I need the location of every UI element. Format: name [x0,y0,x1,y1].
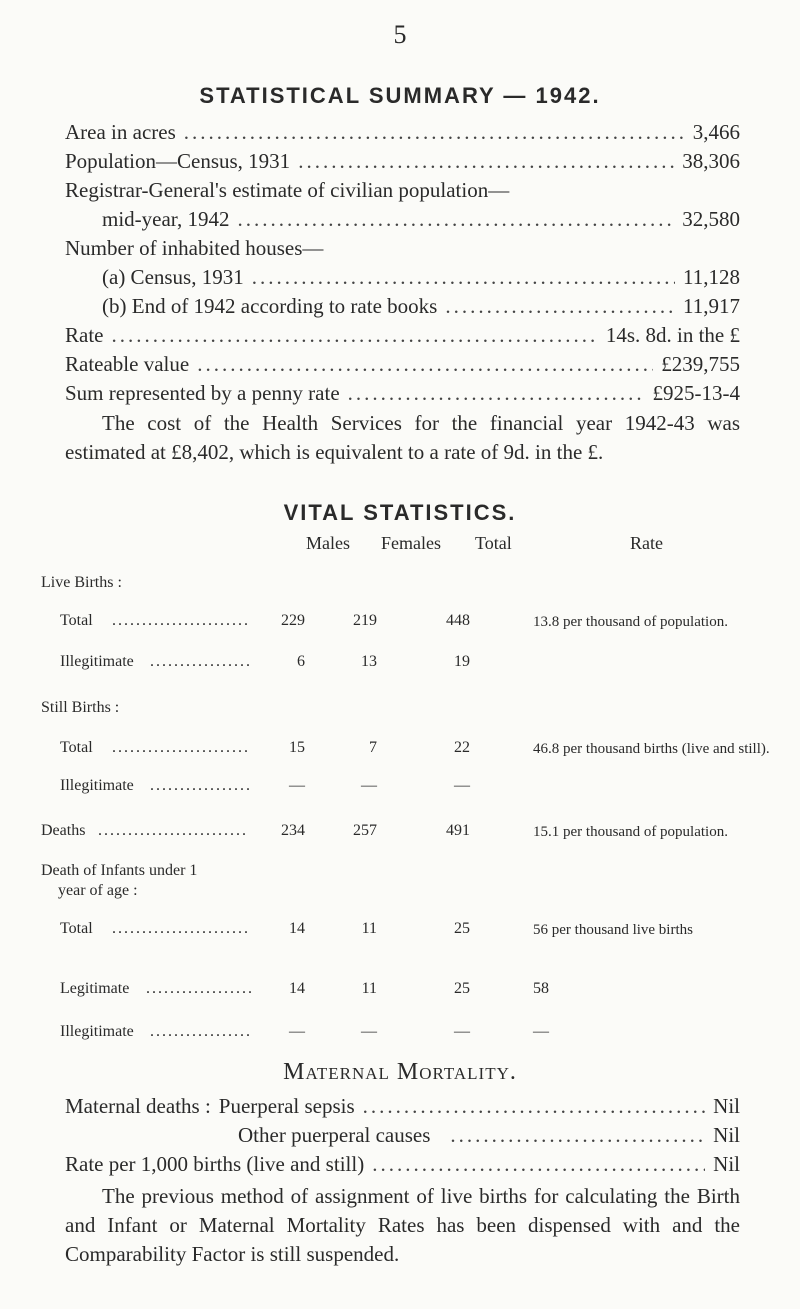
area-value: 3,466 [692,120,740,144]
maternal-deaths-label: Maternal deaths : [65,1094,211,1118]
females-value: 13 [361,653,377,670]
deaths-rate: 15.1 per thousand of population. [533,824,728,840]
registrar-line1: Registrar-General's estimate of civilian population— [65,178,510,202]
row-label: Illegitimate [60,1023,134,1040]
total-value: 491 [446,822,470,839]
assignment-note-paragraph: The previous method of assignment of live births for calculating the Birth and Infant or Maternal Mortality Rates has been dispensed with and the Comparability Factor is still suspended. [65,1184,740,1266]
col-header-males: Males [306,533,350,553]
males-value: 229 [281,612,305,629]
summary-area [65,120,740,145]
females-value: 257 [353,822,377,839]
leader-dots [363,1094,705,1119]
row-label: Deaths [41,822,86,839]
registrar-value: 32,580 [682,207,740,231]
leader-dots [348,381,645,406]
population-label: Population—Census, 1931 [65,149,291,173]
table-row [0,777,800,799]
area-label: Area in acres [65,120,176,144]
still-births-heading: Still Births : [41,699,120,716]
other-causes-value: Nil [713,1123,740,1147]
live-births-rate: 13.8 per thousand of population. [533,614,728,630]
leader-dots: ......................... [98,822,248,839]
males-value: 14 [289,980,305,997]
maternal-title: Maternal Mortality. [283,1059,517,1085]
females-value: — [361,777,377,794]
leader-dots [450,1123,705,1148]
summary-population [65,149,740,174]
penny-rate-value: £925-13-4 [652,381,740,405]
total-value: 25 [454,920,470,937]
summary-houses-a [102,265,740,290]
maternal-rate-label: Rate per 1,000 births (live and still) [65,1152,365,1176]
rate-value: 14s. 8d. in the £ [605,323,740,347]
maternal-sepsis [65,1094,740,1119]
col-header-females: Females [381,533,441,553]
total-value: — [454,1023,470,1040]
leader-dots [372,1152,705,1177]
leader-dots: ....................... [112,612,250,629]
table-row [0,980,800,1002]
males-value: 6 [297,653,305,670]
live-births-heading: Live Births : [41,574,122,591]
leader-dots [197,352,653,377]
females-value: — [361,1023,377,1040]
sepsis-label: Puerperal sepsis [218,1094,355,1118]
males-value: 14 [289,920,305,937]
leader-dots [111,323,597,348]
other-causes-label: Other puerperal causes [238,1123,431,1147]
males-value: — [289,1023,305,1040]
males-value: — [289,777,305,794]
houses-a-value: 11,128 [683,265,740,289]
leader-dots [445,294,675,319]
penny-rate-label: Sum represented by a penny rate [65,381,340,405]
females-value: 7 [369,739,377,756]
rateable-label: Rateable value [65,352,190,376]
maternal-rate [65,1152,740,1177]
total-value: 22 [454,739,470,756]
maternal-other [238,1123,740,1148]
leader-dots: .................. [146,980,254,997]
total-value: — [454,777,470,794]
rate-value: 58 [533,980,549,997]
total-value: 448 [446,612,470,629]
total-value: 25 [454,980,470,997]
row-label: Illegitimate [60,777,134,794]
rate-value: — [533,1023,549,1040]
infant-heading-line2: year of age : [58,882,138,899]
summary-registrar [102,207,740,232]
summary-houses-b [102,294,740,319]
leader-dots: ....................... [112,739,250,756]
table-row [0,1023,800,1045]
registrar-label: mid-year, 1942 [102,207,230,231]
leader-dots: ................. [150,1023,252,1040]
col-header-total: Total [475,533,512,553]
summary-rateable [65,352,740,377]
col-header-rate: Rate [630,533,663,553]
sepsis-value: Nil [713,1094,740,1118]
row-label: Total [60,612,93,629]
page-number: 5 [393,20,407,49]
leader-dots [237,207,674,232]
rate-label: Rate [65,323,104,347]
leader-dots [298,149,674,174]
houses-a-label: (a) Census, 1931 [102,265,244,289]
females-value: 219 [353,612,377,629]
houses-b-label: (b) End of 1942 according to rate books [102,294,438,318]
infant-total-rate: 56 per thousand live births [533,922,693,938]
leader-dots [184,120,685,145]
row-label: Total [60,920,93,937]
summary-rate [65,323,740,348]
leader-dots: ................. [150,653,252,670]
females-value: 11 [361,920,377,937]
males-value: 234 [281,822,305,839]
leader-dots: ................. [150,777,252,794]
row-label: Legitimate [60,980,130,997]
health-cost-paragraph: The cost of the Health Services for the financial year 1942-43 was estimated at £8,402, which is equivalent to a rate of 9d. in the £. [65,411,740,464]
population-value: 38,306 [682,149,740,173]
leader-dots: ....................... [112,920,250,937]
males-value: 15 [289,739,305,756]
table-row [0,653,800,675]
summary-penny-rate [65,381,740,406]
row-label: Illegitimate [60,653,134,670]
houses-heading: Number of inhabited houses— [65,236,324,260]
females-value: 11 [361,980,377,997]
vital-title: VITAL STATISTICS. [283,500,517,525]
total-value: 19 [454,653,470,670]
still-births-rate: 46.8 per thousand births (live and still). [533,741,770,757]
leader-dots [252,265,675,290]
summary-title: STATISTICAL SUMMARY — 1942. [199,83,601,108]
maternal-rate-value: Nil [713,1152,740,1176]
rateable-value: £239,755 [661,352,740,376]
row-label: Total [60,739,93,756]
houses-b-value: 11,917 [683,294,740,318]
infant-heading-line1: Death of Infants under 1 [41,862,198,879]
